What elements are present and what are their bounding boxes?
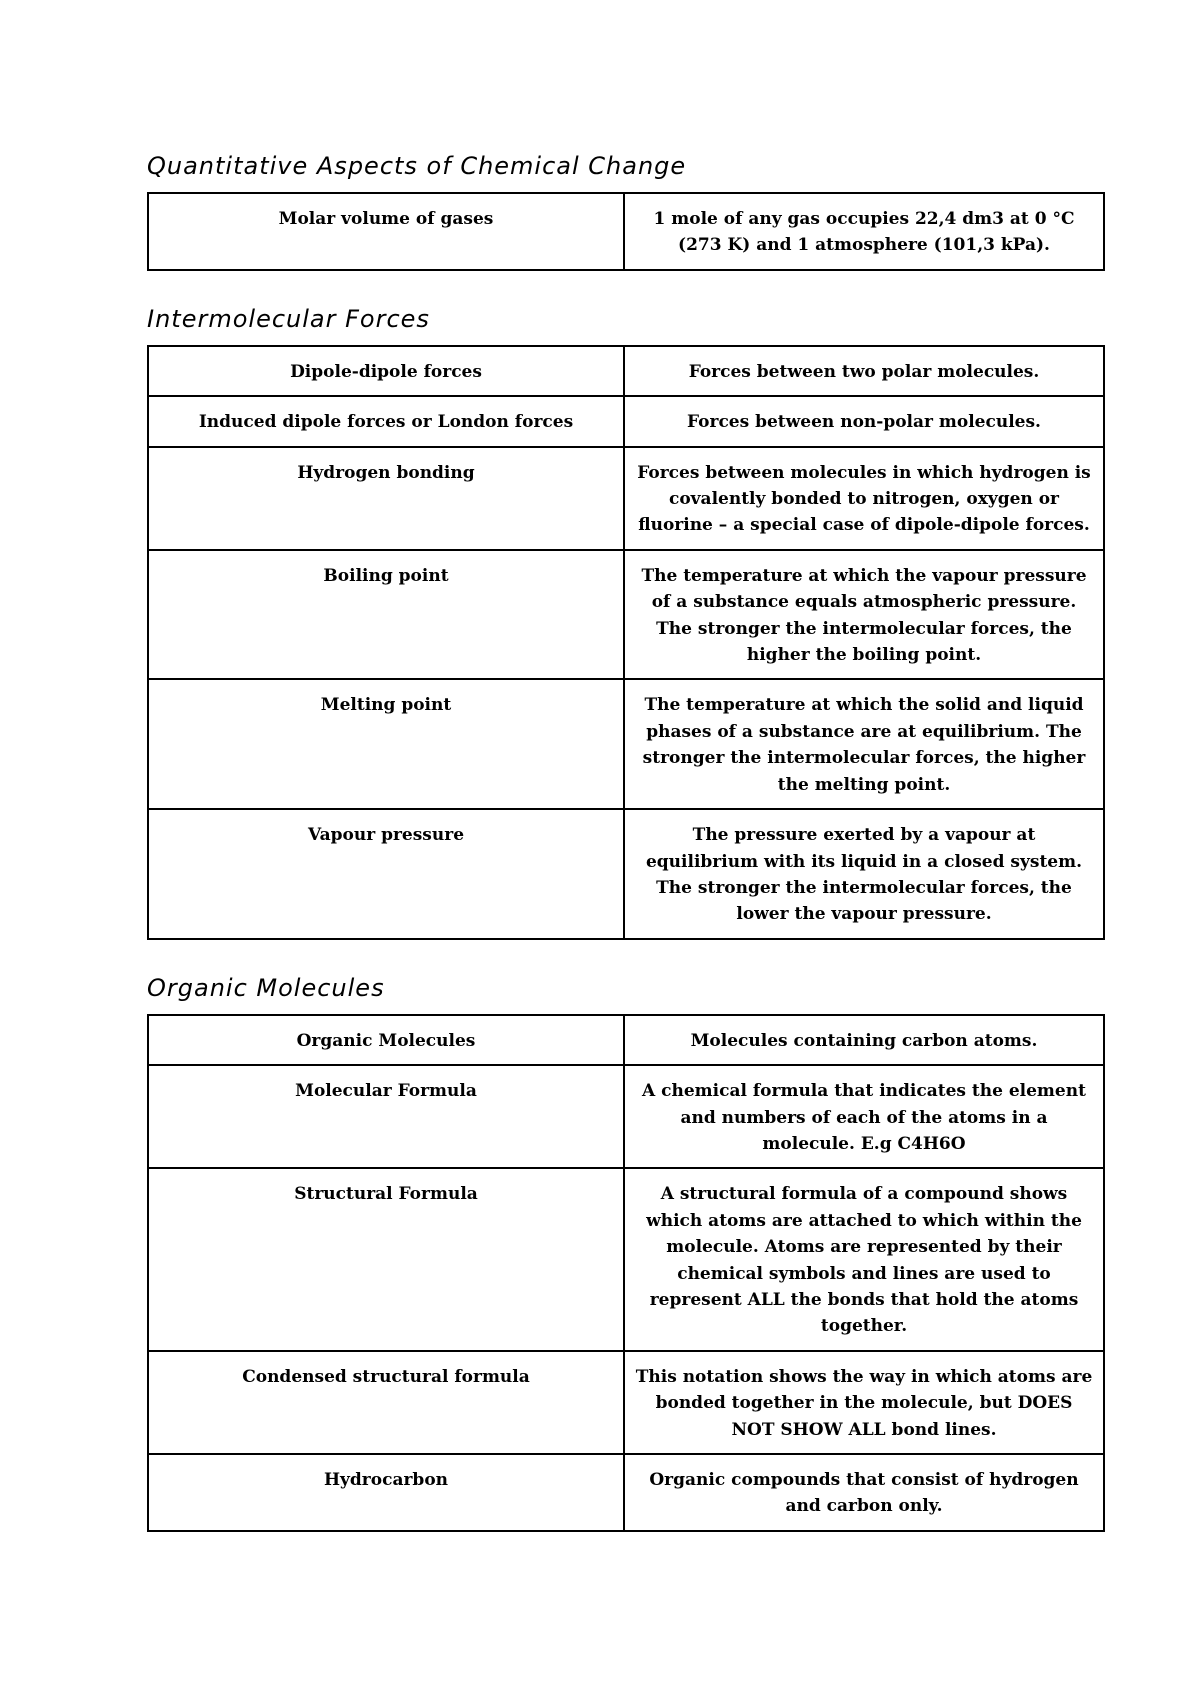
table-row	[148, 1168, 1104, 1350]
table-row	[148, 809, 1104, 939]
definition-cell: The temperature at which the vapour pressure of a substance equals atmospheric pressure. The stronger the intermolecular forces, the higher the boiling point.	[624, 550, 1104, 680]
document-page	[147, 150, 1093, 1564]
definition-cell: Forces between non-polar molecules.	[624, 396, 1104, 446]
term-cell: Condensed structural formula	[148, 1351, 624, 1454]
definition-cell: Forces between two polar molecules.	[624, 346, 1104, 396]
definition-cell: Organic compounds that consist of hydrogen and carbon only.	[624, 1454, 1104, 1531]
definition-cell: A chemical formula that indicates the element and numbers of each of the atoms in a molecule. E.g C4H6O	[624, 1065, 1104, 1168]
definition-cell: The temperature at which the solid and liquid phases of a substance are at equilibrium. The stronger the intermolecular forces, the higher the melting point.	[624, 679, 1104, 809]
term-cell: Structural Formula	[148, 1168, 624, 1350]
definition-cell: Forces between molecules in which hydrogen is covalently bonded to nitrogen, oxygen or fluorine – a special case of dipole-dipole forces.	[624, 447, 1104, 550]
table-row	[148, 1351, 1104, 1454]
term-cell: Boiling point	[148, 550, 624, 680]
table-intermolecular	[147, 345, 1105, 940]
table-row	[148, 346, 1104, 396]
definition-cell: Molecules containing carbon atoms.	[624, 1015, 1104, 1065]
table-organic	[147, 1014, 1105, 1532]
term-cell: Molar volume of gases	[148, 193, 624, 270]
term-cell: Hydrogen bonding	[148, 447, 624, 550]
table-row	[148, 550, 1104, 680]
term-cell: Vapour pressure	[148, 809, 624, 939]
definition-cell: The pressure exerted by a vapour at equilibrium with its liquid in a closed system. The stronger the intermolecular forces, the lower the vapour pressure.	[624, 809, 1104, 939]
definition-cell: This notation shows the way in which atoms are bonded together in the molecule, but DOES NOT SHOW ALL bond lines.	[624, 1351, 1104, 1454]
term-cell: Hydrocarbon	[148, 1454, 624, 1531]
term-cell: Melting point	[148, 679, 624, 809]
table-row	[148, 1454, 1104, 1531]
table-row	[148, 1065, 1104, 1168]
definition-cell: 1 mole of any gas occupies 22,4 dm3 at 0 °C (273 K) and 1 atmosphere (101,3 kPa).	[624, 193, 1104, 270]
table-row	[148, 193, 1104, 270]
term-cell: Organic Molecules	[148, 1015, 624, 1065]
table-row	[148, 396, 1104, 446]
table-row	[148, 1015, 1104, 1065]
term-cell: Molecular Formula	[148, 1065, 624, 1168]
table-row	[148, 679, 1104, 809]
definition-cell: A structural formula of a compound shows which atoms are attached to which within the molecule. Atoms are represented by their chemical symbols and lines are used to represent ALL the bonds that hold the atoms together.	[624, 1168, 1104, 1350]
term-cell: Induced dipole forces or London forces	[148, 396, 624, 446]
table-row	[148, 447, 1104, 550]
section-title-quantitative: Quantitative Aspects of Chemical Change	[147, 152, 687, 180]
table-quantitative	[147, 192, 1105, 271]
term-cell: Dipole-dipole forces	[148, 346, 624, 396]
section-title-intermolecular: Intermolecular Forces	[147, 304, 430, 333]
section-title-organic: Organic Molecules	[147, 973, 385, 1002]
